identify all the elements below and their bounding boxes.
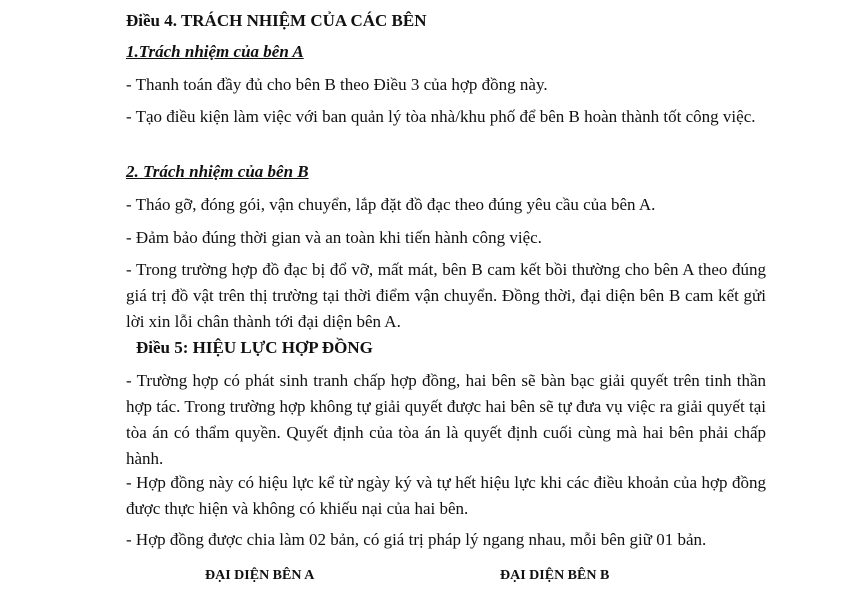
party-a-item-1: - Thanh toán đầy đủ cho bên B theo Điều 3 của hợp đồng này. (126, 75, 548, 94)
section-5-item-3: - Hợp đồng được chia làm 02 bản, có giá trị pháp lý ngang nhau, mỗi bên giữ 01 bản. (126, 530, 707, 549)
party-a-heading: 1.Trách nhiệm của bên A (126, 42, 304, 61)
signature-party-a: ĐẠI DIỆN BÊN A (205, 568, 315, 583)
signature-party-b: ĐẠI DIỆN BÊN B (500, 568, 610, 583)
party-b-heading: 2. Trách nhiệm của bên B (126, 162, 309, 181)
party-b-item-3: - Trong trường hợp đồ đạc bị đổ vỡ, mất mát, bên B cam kết bồi thường cho bên A theo đúng giá trị đồ vật trên thị trường tại thời điểm vận chuyển. Đồng thời, đại diện bên B cam kết gửi lời xin lỗi chân thành tới đại diện bên A. (126, 260, 766, 331)
party-b-item-2: - Đảm bảo đúng thời gian và an toàn khi tiến hành công việc. (126, 228, 542, 247)
party-a-item-2: - Tạo điều kiện làm việc với ban quản lý tòa nhà/khu phố để bên B hoàn thành tốt công việc. (126, 107, 756, 126)
section-5-item-2: - Hợp đồng này có hiệu lực kể từ ngày ký và tự hết hiệu lực khi các điều khoản của hợp đồng được thực hiện và không có khiếu nại của hai bên. (126, 473, 766, 518)
party-b-item-1: - Tháo gỡ, đóng gói, vận chuyển, lắp đặt đồ đạc theo đúng yêu cầu của bên A. (126, 195, 656, 214)
section-4-title: Điều 4. TRÁCH NHIỆM CỦA CÁC BÊN (126, 11, 427, 30)
section-5-item-1: - Trường hợp có phát sinh tranh chấp hợp đồng, hai bên sẽ bàn bạc giải quyết trên tinh thần hợp tác. Trong trường hợp không tự giải quyết được hai bên sẽ tự đưa vụ việc ra giải quyết tại tòa án có thẩm quyền. Quyết định của tòa án là quyết định cuối cùng mà hai bên phải chấp hành. (126, 371, 766, 468)
section-5-title: Điều 5: HIỆU LỰC HỢP ĐỒNG (136, 338, 373, 357)
